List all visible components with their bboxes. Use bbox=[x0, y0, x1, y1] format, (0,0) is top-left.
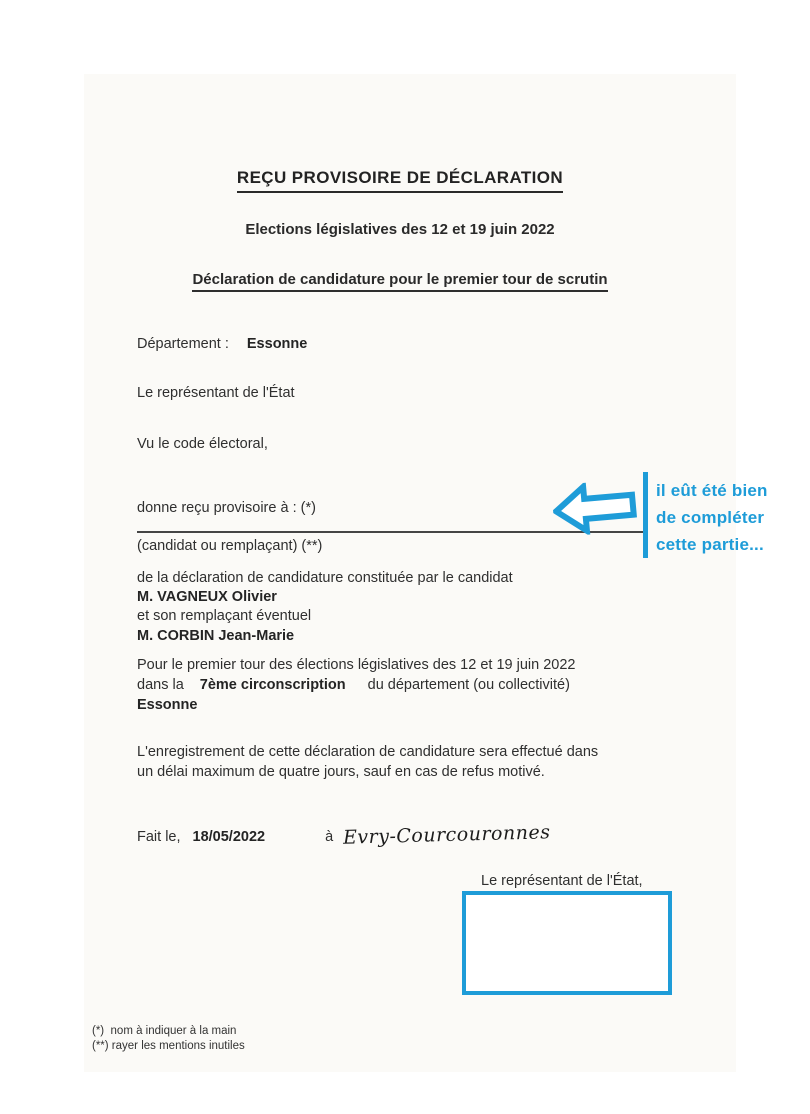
annotation-divider-bar bbox=[643, 472, 648, 558]
remplacant-name: M. CORBIN Jean-Marie bbox=[137, 627, 295, 644]
tour-paragraph bbox=[137, 655, 575, 715]
document-header bbox=[90, 168, 710, 193]
enregistrement-paragraph bbox=[137, 742, 598, 782]
date-value: 18/05/2022 bbox=[192, 829, 266, 845]
signature-label: Le représentant de l'État, bbox=[481, 873, 643, 889]
candidate-name: M. VAGNEUX Olivier bbox=[137, 589, 277, 606]
enregistrement-line1: L'enregistrement de cette déclaration de candidature sera effectué dans bbox=[137, 744, 599, 760]
annotation-note-line2: de compléter bbox=[656, 508, 765, 527]
candidat-remplacant-line: (candidat ou remplaçant) (**) bbox=[137, 538, 323, 554]
signature-redaction-box bbox=[462, 891, 672, 995]
annotation-note-line1: il eût été bien bbox=[656, 481, 768, 500]
du-departement-label: du département (ou collectivité) bbox=[367, 677, 570, 693]
representant-line: Le représentant de l'État bbox=[137, 385, 295, 401]
document-subtitle: Elections législatives des 12 et 19 juin 2022 bbox=[245, 221, 555, 238]
candidate-paragraph bbox=[137, 569, 513, 646]
dans-la-label: dans la bbox=[137, 677, 184, 693]
departement-label: Département : bbox=[137, 336, 229, 352]
document-title: REÇU PROVISOIRE DE DÉCLARATION bbox=[237, 168, 563, 193]
left-arrow-icon bbox=[551, 478, 639, 537]
document-heading: Déclaration de candidature pour le premier tour de scrutin bbox=[192, 271, 607, 292]
document-subtitle-row bbox=[90, 221, 710, 239]
annotation-note bbox=[656, 477, 806, 558]
fait-le-label: Fait le, bbox=[137, 829, 181, 845]
vu-code-line: Vu le code électoral, bbox=[137, 436, 268, 452]
departement-name: Essonne bbox=[137, 697, 198, 713]
declaration-intro: de la déclaration de candidature constituée par le candidat bbox=[137, 570, 513, 586]
recu-provisoire-line: donne reçu provisoire à : (*) bbox=[137, 500, 316, 516]
tour-line: Pour le premier tour des élections législatives des 12 et 19 juin 2022 bbox=[137, 657, 576, 673]
handwritten-city: Evry-Courcouronnes bbox=[342, 821, 551, 849]
footnote-1: (*) nom à indiquer à la main bbox=[92, 1025, 237, 1037]
footnotes bbox=[92, 1024, 245, 1053]
fait-le-line bbox=[137, 821, 551, 849]
circonscription-value: 7ème circonscription bbox=[199, 677, 346, 693]
remplacant-intro: et son remplaçant éventuel bbox=[137, 608, 312, 625]
annotation-note-line3: cette partie... bbox=[656, 535, 764, 554]
circonscription-line bbox=[137, 675, 575, 695]
departement-line bbox=[137, 336, 307, 352]
departement-value: Essonne bbox=[246, 336, 308, 352]
document-heading-row bbox=[90, 271, 710, 292]
enregistrement-line2: un délai maximum de quatre jours, sauf en cas de refus motivé. bbox=[137, 764, 545, 780]
a-label: à bbox=[325, 829, 334, 845]
footnote-2: (**) rayer les mentions inutiles bbox=[92, 1039, 245, 1052]
